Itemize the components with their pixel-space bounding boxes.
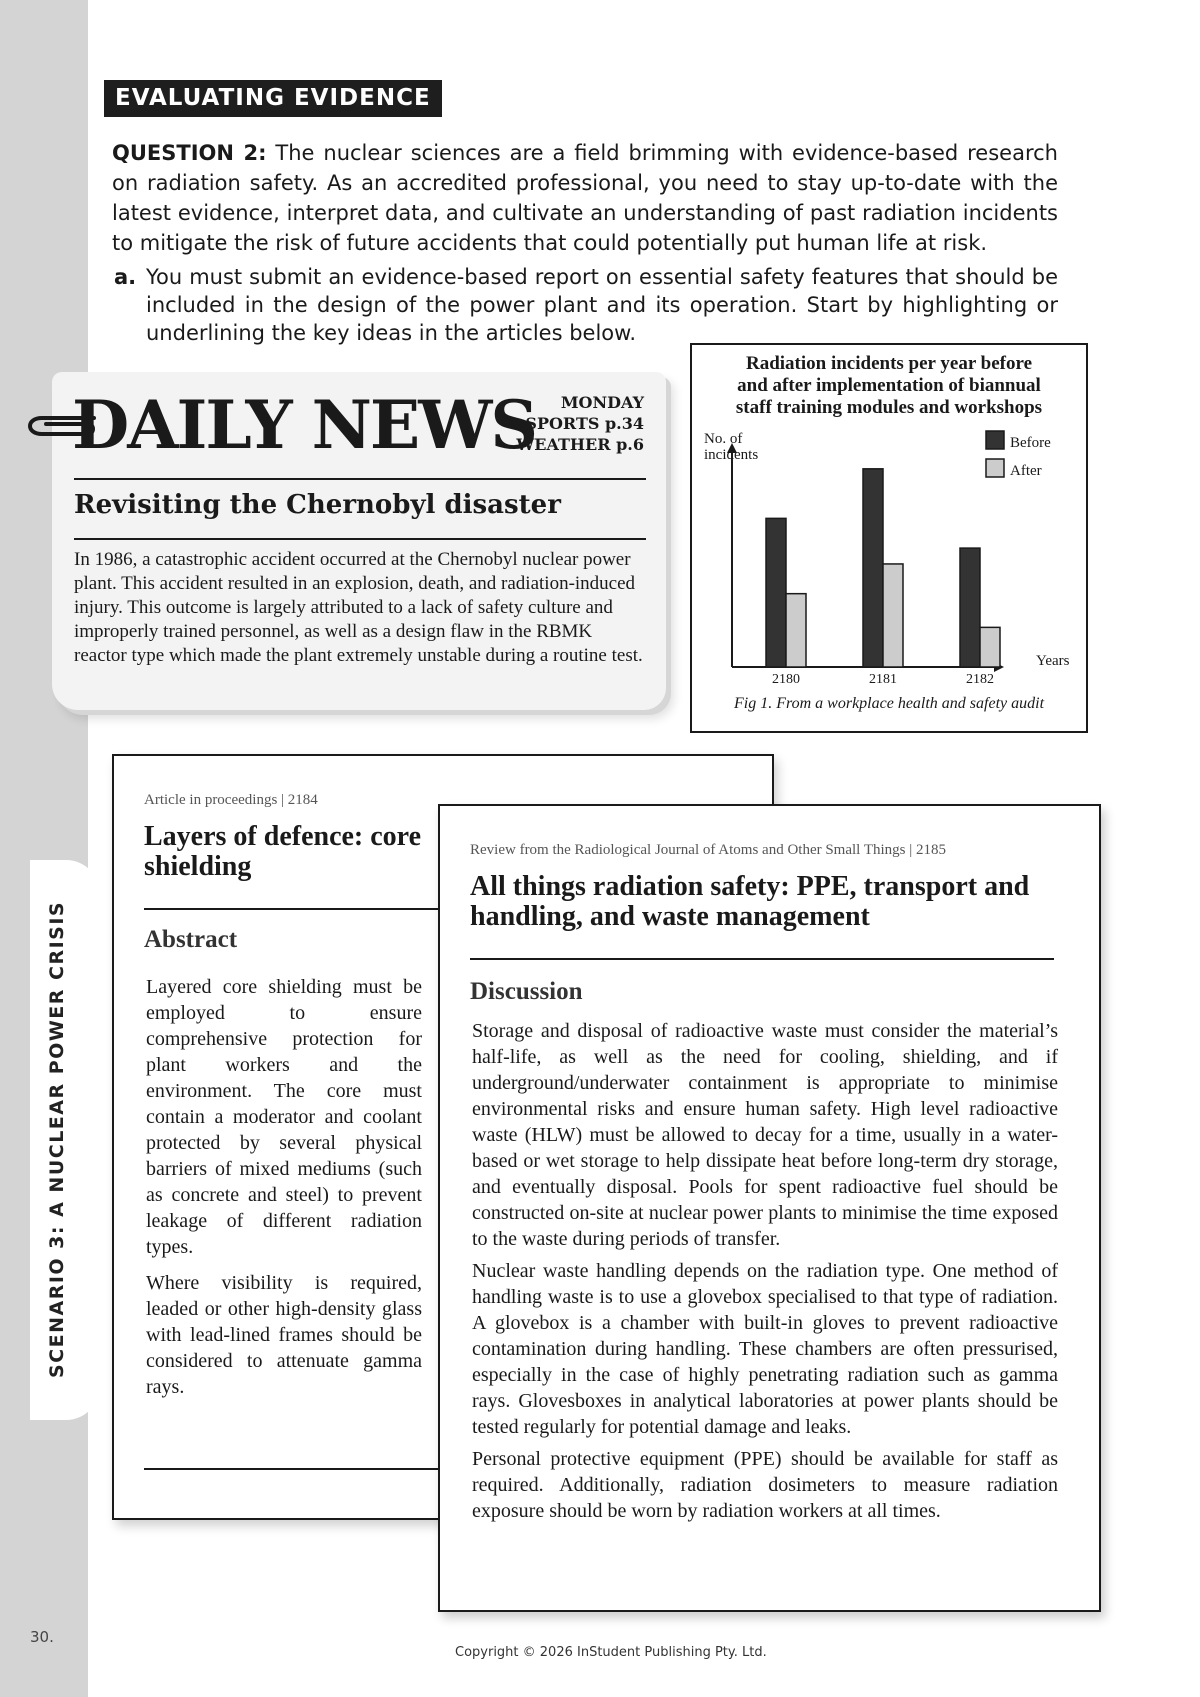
newspaper-meta-sports: SPORTS p.34 [525,414,644,433]
chart-title-line-2: and after implementation of biannual [737,375,1041,396]
y-axis-label: incidents [704,447,759,463]
question [112,138,1058,258]
x-tick-label: 2180 [772,672,800,687]
part-text: You must submit an evidence-based report on essential safety features that should be included in the design of the power plant and its operation. Start by highlighting or underlining the key ideas in the articles below. [146,265,1058,345]
chart-caption: Fig 1. From a workplace health and safety audit [733,695,1045,712]
section-label: EVALUATING EVIDENCE [104,80,442,117]
legend-swatch-before [986,431,1004,449]
x-tick-label: 2181 [869,672,897,687]
legend-label-before: Before [1010,435,1051,451]
article2-paragraph: Storage and disposal of radioactive waste must consider the material’s half-life, as well as the need for cooling, shielding, and if underground/underwater containment is appropriate to minimise environmental risks and ensure human safety. High level radioactive waste (HLW) must be allowed to decay for a time, usually in a water-based or wet storage to help dissipate heat before long-term dry storage, and eventually disposal. Pools for spent radioactive fuel should be constructed on-site at nuclear power plants to minimise the time exposed to the waste during periods of transfer. [472,1020,1058,1250]
paper-clip-icon [28,408,98,444]
article1-paragraph: Layered core shielding must be employed to ensure comprehensive protection for plant workers and the environment. The core must contain a moderator and coolant protected by several physical barriers of mixed mediums (such as concrete and steel) to prevent leakage of different radiation types. [146,976,422,1258]
article1-source: Article in proceedings | 2184 [144,792,318,808]
newspaper-body: In 1986, a catastrophic accident occurred at the Chernobyl nuclear power plant. This accident resulted in an explosion, death, and radiation-induced injury. This outcome is largely attributed to a lack of safety culture and improperly trained personnel, as well as a design flaw in the RBMK reactor type which made the plant extremely unstable during a routine test. [74,549,643,666]
chart-plot [692,345,1090,735]
legend-label-after: After [1010,463,1042,479]
article1-title: Layers of defence: core shielding [144,821,422,882]
question-text: The nuclear sciences are a field brimming with evidence-based research on radiation safety. As an accredited professional, you need to stay up-to-date with the latest evidence, interpret data, and cultivate an understanding of past radiation incidents to mitigate the risk of future accidents that could potentially put human life at risk. [112,141,1058,255]
part-letter: a. [114,265,137,289]
bar-after-2182 [980,627,1000,667]
newspaper-rule-bottom [74,538,646,540]
article1-heading: Abstract [144,926,238,953]
newspaper-headline: Revisiting the Chernobyl disaster [74,490,561,520]
article2-paragraph: Nuclear waste handling depends on the radiation type. One method of handling waste is to use a glovebox specialised to that type of radiation. A glovebox is a chamber with built-in gloves to prevent radioactive contamination during handling. These chambers are often pressurised, especially in the case of highly penetrating radiation such as gamma rays. Glovesboxes in analytical laboratories at power plants should be tested regularly for potential damage and leaks. [472,1260,1058,1438]
page-number: 30. [30,1628,54,1646]
newspaper-clipping [52,372,666,710]
chart-title-line-1: Radiation incidents per year before [745,353,1033,374]
bar-after-2181 [883,564,903,667]
article2-paragraph: Personal protective equipment (PPE) should be available for staff as required. Additionally, radiation dosimeters to measure radiation exposure should be worn by radiation workers at all times. [472,1448,1058,1522]
bar-before-2180 [766,518,786,667]
question-label: QUESTION 2: [112,141,267,165]
bar-before-2182 [960,548,980,667]
newspaper-meta-weather: WEATHER p.6 [516,435,644,454]
x-axis-label: Years [1036,653,1070,669]
article1-rule-bottom [144,1468,440,1470]
article1-body [146,974,422,1400]
article2-body [472,1018,1058,1524]
incidents-chart [690,343,1088,733]
article2-title: All things radiation safety: PPE, transport and handling, and waste management [470,871,1030,932]
bar-after-2180 [786,594,806,667]
article2-rule [470,958,1054,960]
newspaper-rule-top [74,478,646,480]
article2-heading: Discussion [470,978,583,1005]
article1-rule-top [144,908,440,910]
chart-title-line-3: staff training modules and workshops [735,397,1043,418]
article1-paragraph: Where visibility is required, leaded or other high-density glass with lead-lined frames should be considered to attenuate gamma rays. [146,1272,422,1398]
newspaper-meta-day: MONDAY [560,393,644,412]
scenario-label: SCENARIO 3: A NUCLEAR POWER CRISIS [46,900,68,1378]
newspaper-meta [516,392,644,455]
copyright: Copyright © 2026 InStudent Publishing Pty. Ltd. [455,1645,767,1660]
sidebar-band [0,0,88,1697]
bar-before-2181 [863,469,883,667]
y-axis-label: No. of [704,431,743,447]
legend-swatch-after [986,459,1004,477]
newspaper-masthead: DAILY NEWS [72,386,537,464]
x-tick-label: 2182 [966,672,994,687]
article-radiation-safety [438,804,1101,1612]
article2-source: Review from the Radiological Journal of Atoms and Other Small Things | 2185 [470,842,946,858]
question-part-a [114,263,1058,347]
